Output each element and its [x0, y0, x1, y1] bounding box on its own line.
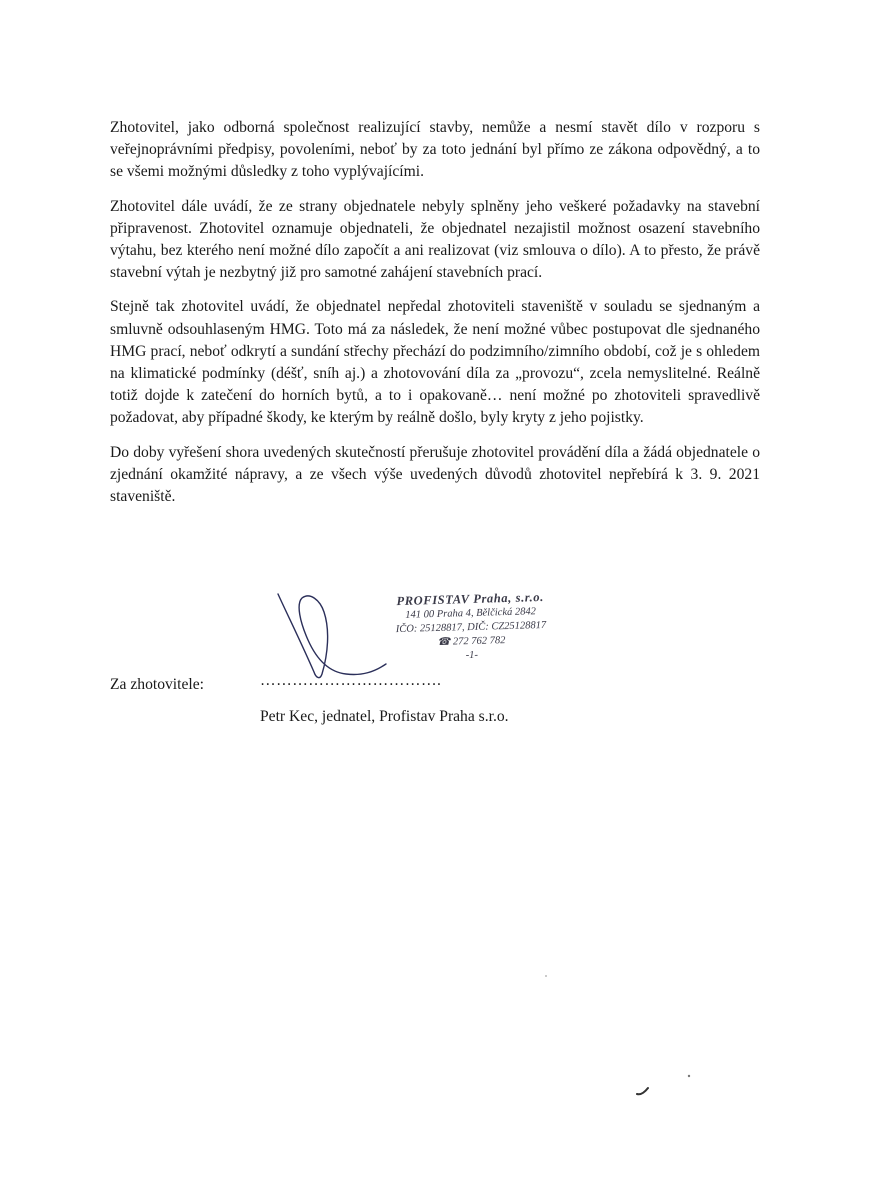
- letter-body: [110, 117, 760, 520]
- signer-name: Petr Kec, jednatel, Profistav Praha s.r.o.: [260, 708, 509, 725]
- scan-speck: [543, 973, 549, 979]
- paragraph-construction-regulations: Zhotovitel, jako odborná společnost realizující stavby, nemůže a nesmí stavět dílo v rozporu s veřejnoprávními předpisy, povoleními, neboť by za toto jednání byl přímo ze zákona odpovědný, a to se všemi možnými důsledky z toho vyplývajícími.: [110, 119, 760, 181]
- scan-speck: [686, 1073, 692, 1079]
- paragraph-site-handover: Stejně tak zhotovitel uvádí, že objednatel nepředal zhotoviteli staveniště v souladu se sjednaným a smluvně odsouhlaseným HMG. Toto má za následek, že není možné vůbec postupovat dle sjednaného HMG prací, neboť odkrytí a sundání střechy přechází do podzimního/zimního období, což je s ohledem na klimatické podmínky (déšť, sníh aj.) a zhotovování díla za „provozu“, zcela nemyslitelné. Reálně totiž dojde k zatečení do horních bytů, a to i opakovaně… není možné po zhotoviteli spravedlivě požadovat, aby případné škody, ke kterým by reálně došlo, byly kryty z jeho pojistky.: [110, 298, 760, 427]
- scan-speck: [636, 1086, 650, 1096]
- stamp-phone: ☎ 272 762 782: [437, 635, 506, 648]
- signature-label: Za zhotovitele:: [110, 676, 204, 693]
- stamp-ids: IČO: 25128817, DIČ: CZ25128817: [395, 619, 547, 636]
- stamp-company-name: PROFISTAV Praha, s.r.o.: [396, 589, 545, 609]
- paragraph-work-suspension: Do doby vyřešení shora uvedených skutečností přerušuje zhotovitel provádění díla a žádá objednatele o zjednání okamžité nápravy, a ze všech výše uvedených důvodů zhotovitel nepřebírá k 3. 9. 2021 staveniště.: [110, 443, 760, 506]
- stamp-number: -1-: [465, 649, 479, 662]
- signature-line: …………………………….: [260, 672, 442, 689]
- company-stamp: [370, 589, 572, 666]
- stamp-address: 141 00 Praha 4, Bělčická 2842: [405, 606, 537, 621]
- paragraph-site-readiness: Zhotovitel dále uvádí, že ze strany objednatele nebyly splněny jeho veškeré požadavky na stavební připravenost. Zhotovitel oznamuje objednateli, že objednatel nezajistil možnost osazení stavebního výtahu, bez kterého není možné dílo započít a ani realizovat (viz smlouva o dílo). A to přesto, že právě stavební výtah je nezbytný již pro samotné zahájení stavebních prací.: [110, 197, 760, 282]
